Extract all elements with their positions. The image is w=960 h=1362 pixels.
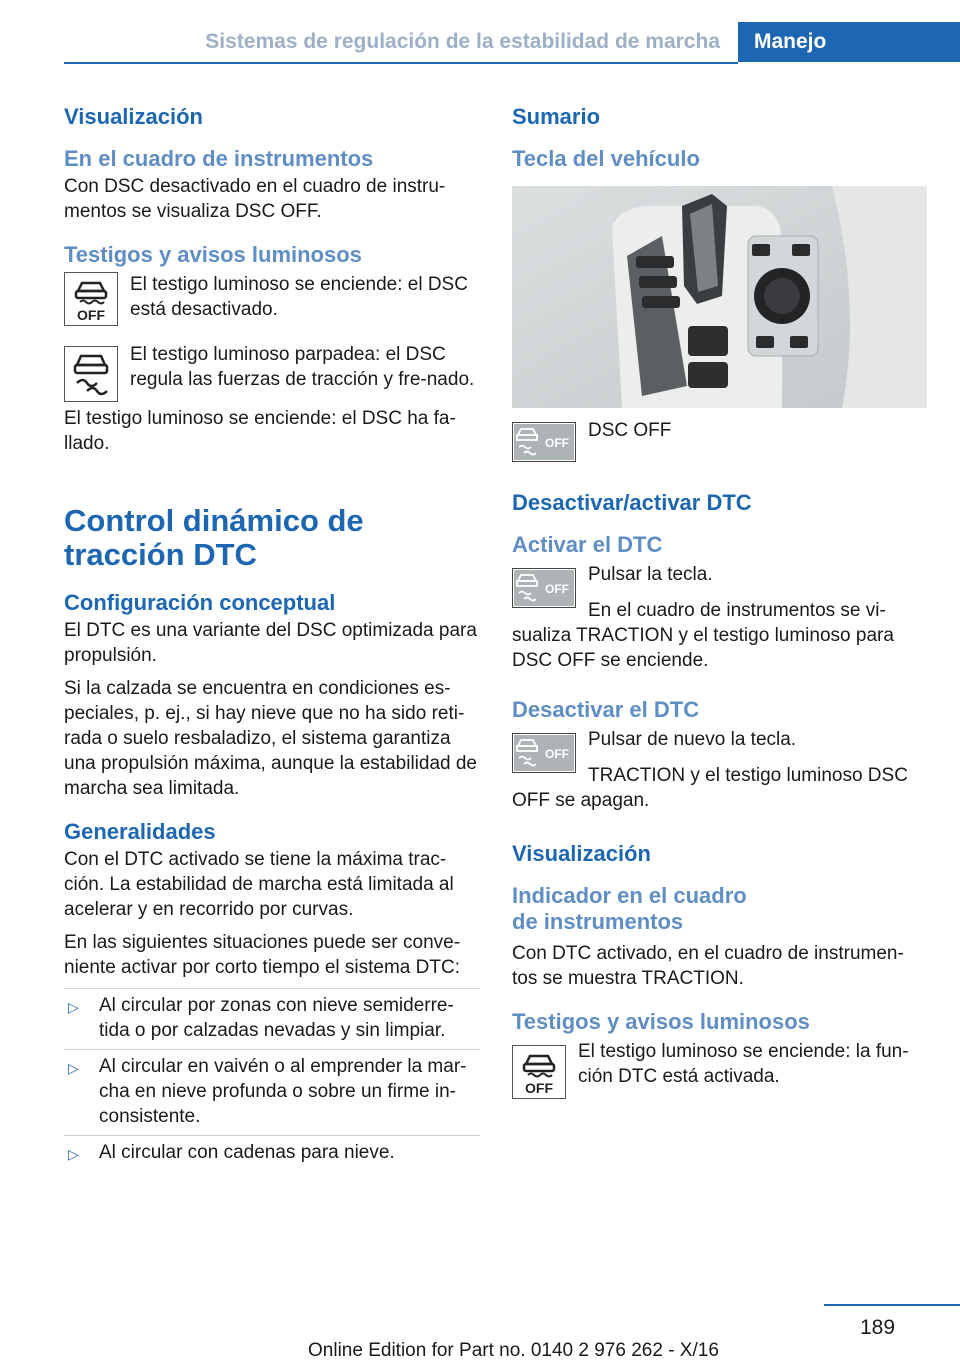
text-general-2: En las siguientes situaciones puede ser conve-niente activar por corto tiempo el sistema DTC: (64, 932, 461, 978)
text-general-1: Con el DTC activado se tiene la máxima trac-ción. La estabilidad de marcha está limitada al acelerar y en recorrido por curvas. (64, 849, 454, 920)
text-config-1: El DTC es una variante del DSC optimizada para propulsión. (64, 620, 477, 666)
dsc-active-warning-icon (64, 346, 118, 402)
heading-desactivar: Desactivar el DTC (512, 697, 700, 722)
heading-dtc: Control dinámico de tracción DTC (64, 503, 364, 572)
svg-text:OFF: OFF (525, 1080, 553, 1096)
right-column (512, 104, 928, 1115)
page-number: 189 (860, 1316, 896, 1339)
left-column (64, 104, 480, 1171)
edition-footer: Online Edition for Part no. 0140 2 976 262 - X/16 (308, 1340, 719, 1361)
activar-steps (588, 562, 713, 587)
desactivar-step-1: Pulsar de nuevo la tecla. (588, 729, 797, 750)
svg-text:OFF: OFF (545, 582, 569, 596)
heading-activar: Activar el DTC (512, 532, 663, 557)
page-header (0, 0, 960, 64)
triangle-bullet-icon: ▷ (68, 1146, 79, 1162)
triangle-bullet-icon: ▷ (68, 999, 79, 1015)
section-title: Sistemas de regulación de la estabilidad de marcha (205, 30, 720, 53)
list-item: ▷ Al circular por zonas con nieve semiderre-tida o por calzadas nevadas y sin limpiar. (64, 988, 480, 1049)
key-row-summary (512, 422, 928, 462)
chapter-tab (738, 22, 960, 62)
heading-desactivar-activar: Desactivar/activar DTC (512, 490, 752, 515)
warning-light-3-text: El testigo luminoso se enciende: la fun-ción DTC está activada. (578, 1041, 909, 1087)
triangle-bullet-icon: ▷ (68, 1060, 79, 1076)
list-item: ▷ Al circular con cadenas para nieve. (64, 1135, 480, 1171)
heading-testigos: Testigos y avisos luminosos (64, 242, 362, 267)
warning-light-2-text: El testigo luminoso parpadea: el DSC regula las fuerzas de tracción y fre-nado. (130, 344, 475, 390)
text-indicador: Con DTC activado, en el cuadro de instrumen-tos se muestra TRACTION. (512, 943, 904, 989)
dsc-off-key-icon (512, 568, 576, 608)
heading-cuadro: En el cuadro de instrumentos (64, 146, 374, 171)
dsc-off-key-icon (512, 422, 576, 462)
svg-text:OFF: OFF (545, 436, 569, 450)
key-label: DSC OFF (588, 420, 672, 441)
warning-light-row-3 (512, 1039, 928, 1099)
activar-step-1: Pulsar la tecla. (588, 564, 713, 585)
desactivar-steps (588, 727, 796, 752)
heading-visualizacion: Visualización (64, 104, 203, 129)
header-rule (64, 62, 738, 64)
heading-visualizacion-right: Visualización (512, 841, 651, 866)
list-item: ▷ Al circular en vaivén o al emprender la mar-cha en nieve profunda o sobre un firme in-consistente. (64, 1049, 480, 1135)
svg-text:OFF: OFF (545, 747, 569, 761)
activar-step-2: En el cuadro de instrumentos se vi-sualiza TRACTION y el testigo luminoso para DSC OFF se enciende. (512, 600, 894, 671)
heading-tecla: Tecla del vehículo (512, 146, 700, 171)
desactivar-step-2: TRACTION y el testigo luminoso DSC OFF se apagan. (512, 765, 908, 811)
text-cuadro: Con DSC desactivado en el cuadro de instru-mentos se visualiza DSC OFF. (64, 176, 446, 222)
heading-testigos-right: Testigos y avisos luminosos (512, 1009, 810, 1034)
footer-rule (824, 1304, 960, 1306)
center-console-photo (512, 186, 927, 408)
text-fallo: El testigo luminoso se enciende: el DSC ha fa-llado. (64, 408, 456, 454)
dtc-warning-icon (512, 1045, 566, 1099)
warning-light-row-2 (64, 342, 480, 402)
warning-light-1-text: El testigo luminoso se enciende: el DSC está desactivado. (130, 274, 468, 320)
heading-config: Configuración conceptual (64, 590, 336, 615)
heading-indicador: Indicador en el cuadro de instrumentos (512, 883, 747, 934)
dsc-off-warning-icon (64, 272, 118, 326)
heading-sumario: Sumario (512, 104, 601, 129)
heading-generalidades: Generalidades (64, 819, 216, 844)
svg-text:OFF: OFF (77, 307, 105, 323)
dsc-off-key-icon (512, 733, 576, 773)
situations-list (64, 988, 480, 1171)
text-config-2: Si la calzada se encuentra en condiciones es-peciales, p. ej., si hay nieve que no ha sido reti-rada o suelo resbaladizo, el sistema garantiza una propulsión máxima, aunque la estabilidad de marcha sea limitada. (64, 678, 477, 799)
chapter-tab-label: Manejo (754, 30, 827, 53)
warning-light-row-1 (64, 272, 480, 326)
